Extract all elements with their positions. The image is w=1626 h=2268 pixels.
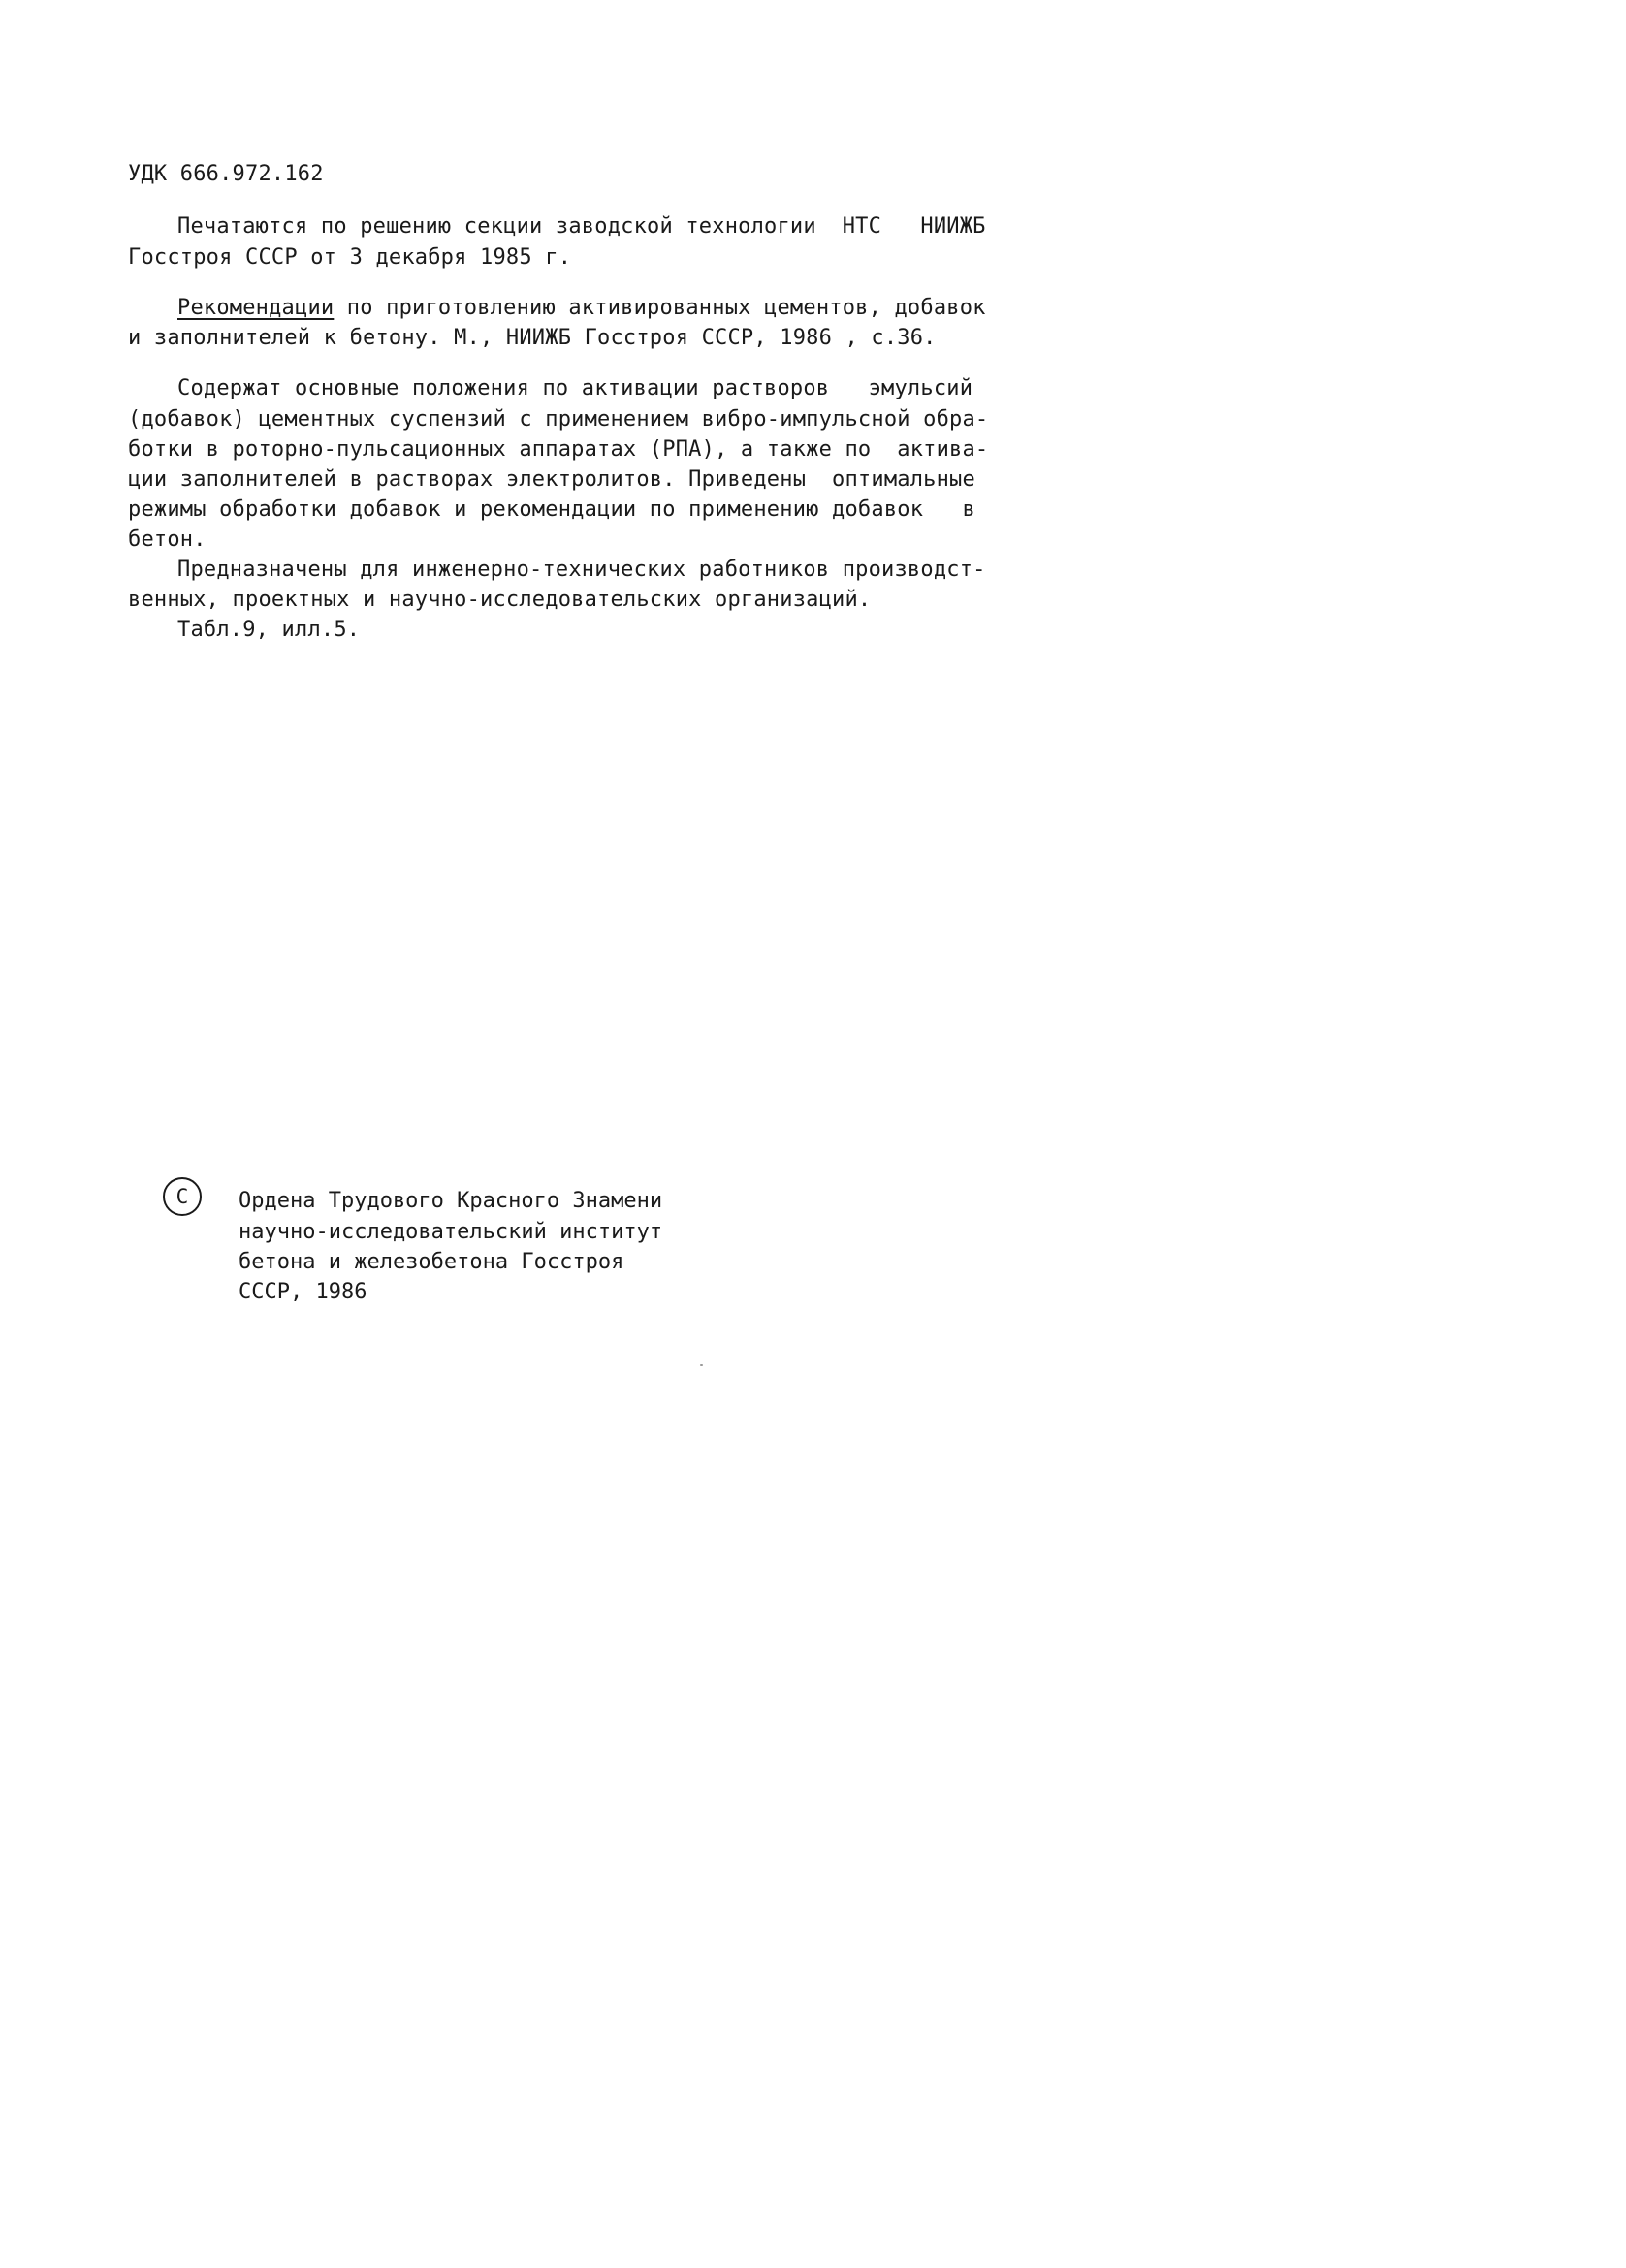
abstract-line-6: бетон.: [128, 527, 207, 552]
approval-line-1: Печатаются по решению секции заводской технологии НТС НИИЖБ: [177, 214, 986, 239]
publisher-line-2: научно-исследовательский институт: [239, 1220, 663, 1244]
abstract-line-3: ботки в роторно-пульсационных аппаратах (РПА), а также по актива-: [128, 437, 989, 462]
copyright-icon: [163, 1177, 202, 1216]
abstract-line-2: (добавок) цементных суспензий с применением вибро-импульсной обра-: [128, 407, 989, 431]
approval-line-2: Госстроя СССР от 3 декабря 1985 г.: [128, 245, 572, 270]
abstract-line-5: режимы обработки добавок и рекомендации по применению добавок в: [128, 497, 975, 522]
copyright-symbol: С: [175, 1185, 189, 1208]
udc-code: УДК 666.972.162: [128, 162, 324, 186]
audience-line-2: венных, проектных и научно-исследовательских организаций.: [128, 588, 872, 612]
citation-title-word: Рекомендации: [177, 296, 335, 320]
tables-illustrations-count: Табл.9, илл.5.: [177, 618, 361, 642]
citation-line-1: [177, 294, 986, 323]
abstract-line-4: ции заполнителей в растворах электролитов. Приведены оптимальные: [128, 467, 975, 492]
publisher-line-1: Ордена Трудового Красного Знамени: [239, 1189, 663, 1213]
publisher-line-3: бетона и железобетона Госстроя: [239, 1250, 624, 1274]
abstract-line-1: Содержат основные положения по активации растворов эмульсий: [177, 376, 973, 400]
audience-line-1: Предназначены для инженерно-технических работников производст-: [177, 558, 986, 582]
document-page: [0, 0, 1100, 1535]
citation-line-2: и заполнителей к бетону. М., НИИЖБ Госстроя СССР, 1986 , с.36.: [128, 326, 937, 350]
publisher-line-4: СССР, 1986: [239, 1280, 367, 1304]
citation-line-1-rest: по приготовлению активированных цементов, добавок: [334, 296, 986, 320]
scan-speck: [700, 1364, 703, 1366]
